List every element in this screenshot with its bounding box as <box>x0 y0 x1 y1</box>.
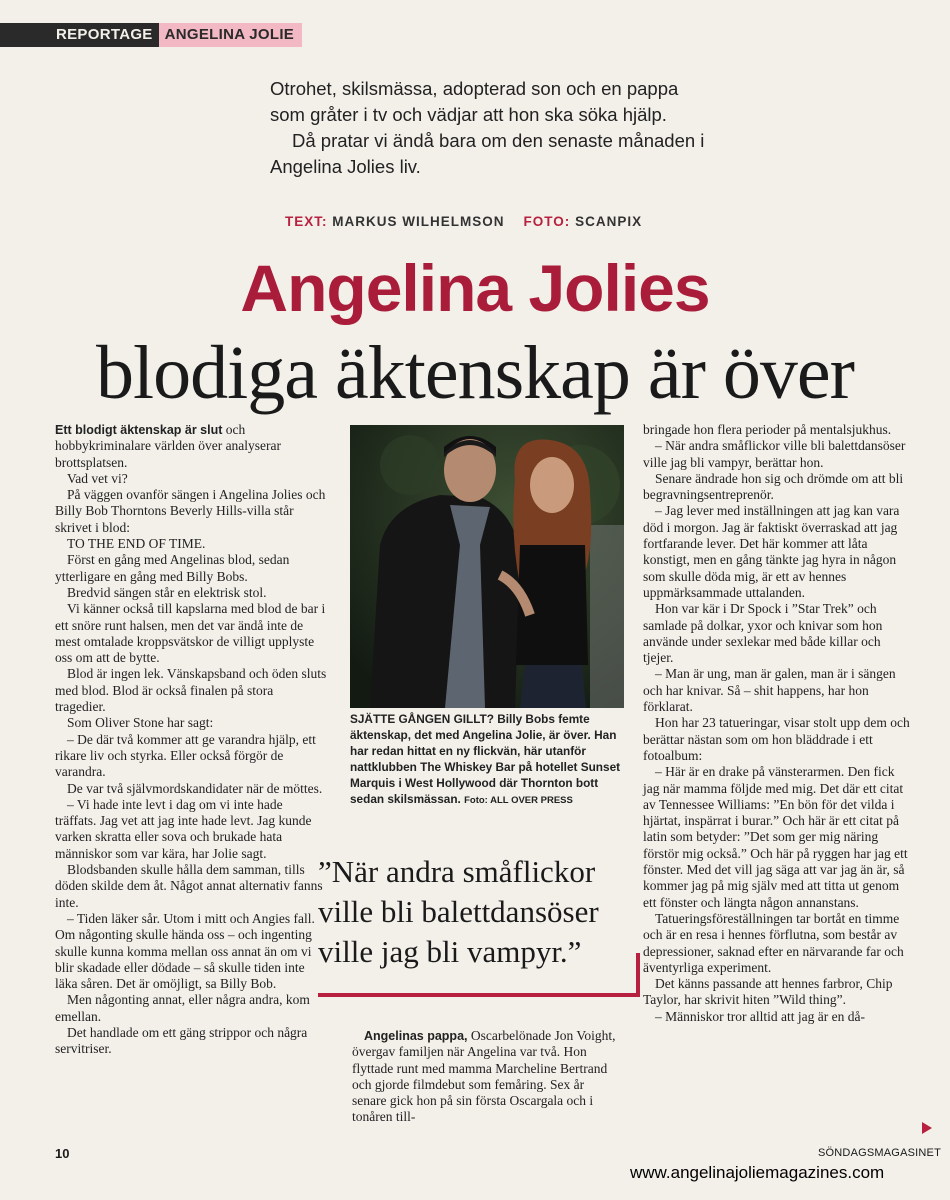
body-paragraph: – Tiden läker sår. Utom i mitt och Angies fall. Om någonting skulle hända oss – och ingenting skulle kunna komma mellan oss annat än om vi blir skadade eller dödade – så skulle tiden inte läka såren. Det är omöjligt, sa Billy Bob. <box>55 910 315 992</box>
column-1 <box>55 422 327 1058</box>
body-paragraph: På väggen ovanför sängen i Angelina Jolies och Billy Bob Thorntons Beverly Hills-villa står skrivet i blod: <box>55 487 326 535</box>
body-paragraph: Hon har 23 tatueringar, visar stolt upp dem och berättar nästan som om hon bläddrade i ett fotoalbum: <box>643 715 910 763</box>
lead-bold: Ett blodigt äktenskap är slut <box>55 423 223 437</box>
body-paragraph: – Människor tror alltid att jag är en då- <box>655 1008 865 1024</box>
watermark-url: www.angelinajoliemagazines.com <box>630 1163 885 1182</box>
body-paragraph: Det känns passande att hennes farbror, Chip Taylor, har skrivit hiten ”Wild thing”. <box>643 976 893 1008</box>
section-label: REPORTAGE <box>42 23 159 47</box>
caption-text: SJÄTTE GÅNGEN GILLT? Billy Bobs femte äktenskap, det med Angelina Jolie, är över. Han har redan hittat en ny flickvän, här utanför nattklubben The Whiskey Bar på hotellet Sunset Marquis i West Hollywood där Thornton bott sedan skilsmässan. <box>350 712 621 806</box>
byline <box>285 214 642 229</box>
body-paragraph: Som Oliver Stone har sagt: <box>67 715 214 731</box>
caption-source: Foto: ALL OVER PRESS <box>464 795 573 806</box>
text-credit-name: MARKUS WILHELMSON <box>332 214 505 229</box>
body-paragraph: – De där två kommer att ge varandra hjälp, ett rikare liv och styrka. Eller också förgör de varandra. <box>55 731 316 780</box>
headline-line2: blodiga äktenskap är över <box>96 331 854 415</box>
body-paragraph: TO THE END OF TIME. <box>67 536 206 552</box>
body-paragraph: Det handlade om ett gäng strippor och några servitriser. <box>55 1024 308 1057</box>
text-credit-label: TEXT: <box>285 214 328 229</box>
lead-rest: Oscarbelönade Jon Voight, övergav familjen när Angelina var två. Hon flyttade runt med mamma Marcheline Bertrand och gjorde filmdebut som femåring. Sex år senare gick hon på sin första Oscargala och i tonåren till- <box>352 1028 616 1125</box>
intro-text <box>270 76 710 180</box>
body-paragraph: De var två självmordskandidater när de möttes. <box>67 780 323 796</box>
section-topic: ANGELINA JOLIE <box>159 23 303 47</box>
photo-credit-name: SCANPIX <box>575 214 643 229</box>
intro-paragraph: Då pratar vi ändå bara om den senaste månaden i Angelina Jolies liv. <box>270 130 705 177</box>
body-paragraph: – När andra småflickor ville bli balettdansöser ville jag bli vampyr, berättar hon. <box>643 438 906 470</box>
body-paragraph: Bredvid sängen står en elektrisk stol. <box>67 584 267 600</box>
body-paragraph: bringade hon flera perioder på mentalsjukhus. <box>643 422 892 437</box>
page-number: 10 <box>55 1146 70 1161</box>
section-tag <box>0 23 302 47</box>
tag-bar <box>0 23 42 47</box>
lead-paragraph <box>55 422 327 471</box>
couple-photo <box>350 425 624 708</box>
column-3 <box>643 422 913 1025</box>
body-paragraph: Först en gång med Angelinas blod, sedan ytterligare en gång med Billy Bobs. <box>55 552 290 584</box>
lead-rest: och hobbykriminalare världen över analyserar brottsplatsen. <box>55 422 282 470</box>
body-paragraph: Blod är ingen lek. Vänskapsband och öden sluts med blod. Blod är också finalen på stora tragedier. <box>55 666 327 715</box>
body-paragraph: – Man är ung, man är galen, man är i sängen och har knivar. Så – shit happens, har hon förklarat. <box>643 666 896 715</box>
pull-quote: ”När andra småflickor ville bli balettdansöser ville jag bli vampyr.” <box>318 854 599 969</box>
lead-paragraph <box>352 1028 620 1126</box>
body-paragraph: Hon var kär i Dr Spock i ”Star Trek” och samlade på dolkar, yxor och knivar som hon använde under sexlekar med både killar och tjejer. <box>643 601 883 666</box>
photo-illustration <box>350 425 624 708</box>
continue-arrow-icon <box>922 1122 932 1134</box>
quote-rule-vertical <box>636 953 640 997</box>
quote-rule-horizontal <box>318 993 640 997</box>
body-paragraph: – Här är en drake på vänsterarmen. Den fick jag när mamma följde med mig. Det där ett citat av Tennessee Williams: ”En bön för det vilda i hjärtat, inspärrat i burar.” Och här är ett citat på latin som betyder: ”Det som ger mig näring förstör mig också.” Och här på ryggen har jag ett fönster. Med det vill jag säga att var jag än är, så kommer jag på mig själv med att titta ut genom ett fönster och längta någon annanstans. <box>643 764 908 910</box>
body-paragraph: Vad vet vi? <box>67 470 128 486</box>
body-paragraph: Vi känner också till kapslarna med blod de bar i ett snöre runt halsen, men det var ändå inte de mest omtalade kroppsvätskor de villigt upplyste oss om att de bytte. <box>55 601 326 666</box>
body-paragraph: Men någonting annat, eller några andra, kom emellan. <box>55 992 310 1024</box>
lead-bold: Angelinas pappa, <box>364 1029 468 1043</box>
body-paragraph: – Vi hade inte levt i dag om vi inte hade träffats. Jag vet att jag inte hade levt. Jag kunde varken skratta eller sova och brukade hata människor som var kära, har Jolie sagt. <box>55 796 312 861</box>
photo-caption <box>350 711 624 809</box>
body-paragraph: Senare ändrade hon sig och drömde om att bli begravningsentreprenör. <box>643 470 904 503</box>
body-paragraph: Tatueringsföreställningen tar bortåt en timme och är en resa i hennes förflutna, som består av depressioner, saknad efter en närvarande far och äventyrliga experiment. <box>643 910 904 975</box>
body-paragraph: – Jag lever med inställningen att jag kan vara död i morgon. Jag är faktiskt överraskad att jag fortfarande lever. Det här kommer att låta konstigt, men en gång tänkte jag hyra in någon som skulle döda mig, är ett av hennes uppmärksammade uttalanden. <box>643 503 900 600</box>
photo-credit-label: FOTO: <box>523 214 571 229</box>
magazine-name: SÖNDAGSMAGASINET <box>818 1147 941 1159</box>
intro-paragraph: Otrohet, skilsmässa, adopterad son och en pappa som gråter i tv och vädjar att hon ska söka hjälp. <box>270 78 679 125</box>
column-2 <box>352 1028 620 1126</box>
body-paragraph: Blodsbanden skulle hålla dem samman, tills döden skilde dem åt. Något annat alternativ fanns inte. <box>55 862 323 910</box>
headline-line1: Angelina Jolies <box>240 251 710 325</box>
